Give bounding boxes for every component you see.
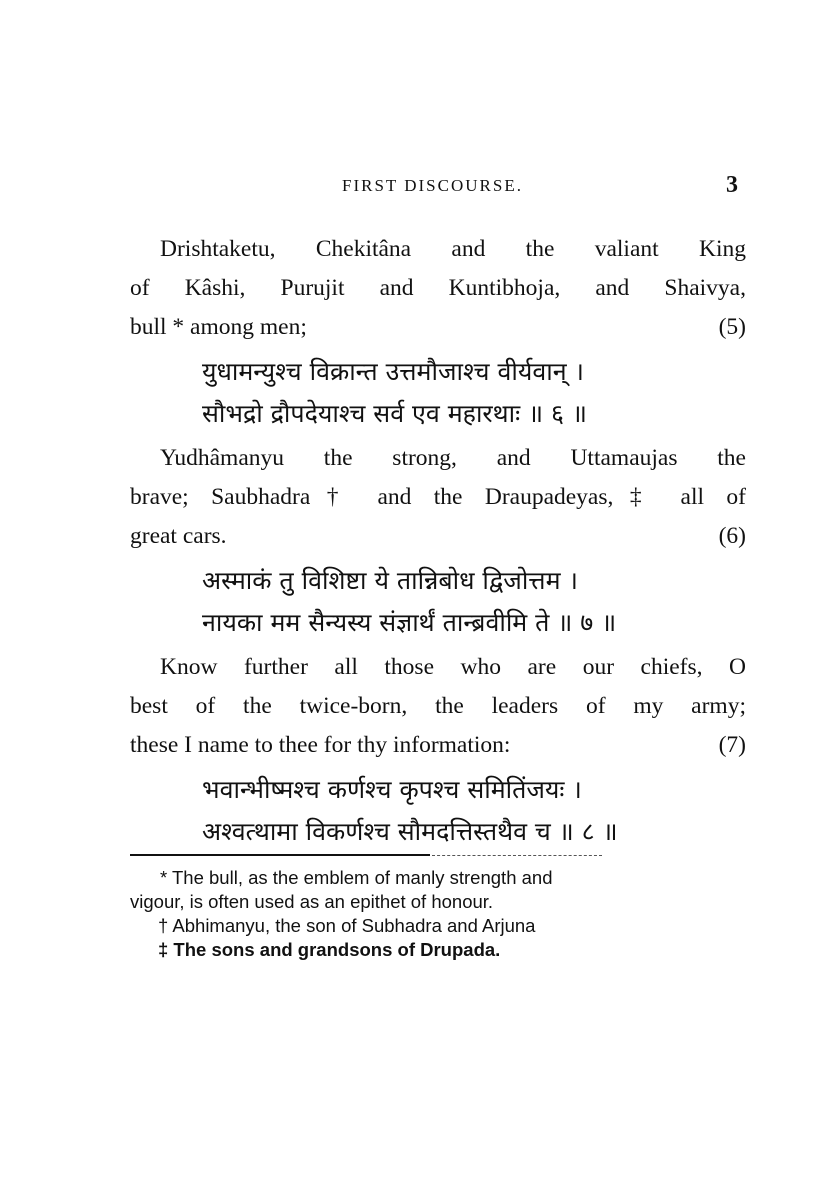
text-line: Know further all those who are our chiefs, O bbox=[160, 654, 746, 680]
page-body bbox=[130, 228, 746, 857]
text-line: bull * among men; bbox=[130, 314, 307, 340]
text-line-with-number bbox=[130, 517, 746, 556]
footnote-rule-extension bbox=[432, 855, 602, 856]
footnote-2: † Abhimanyu, the son of Subhadra and Arjuna bbox=[158, 915, 536, 936]
text-line-with-number bbox=[130, 726, 746, 765]
text-line: of Kâshi, Purujit and Kuntibhoja, and Shaivya, bbox=[130, 275, 746, 301]
verse-number: (5) bbox=[718, 314, 746, 340]
text-line-with-number bbox=[130, 308, 746, 347]
footnote-1: * The bull, as the emblem of manly strength and bbox=[160, 867, 553, 888]
verse-6-translation bbox=[130, 439, 746, 556]
footnote-rule bbox=[130, 854, 430, 856]
verse-7-translation bbox=[130, 648, 746, 765]
verse-8-sanskrit bbox=[130, 769, 746, 853]
verse-6-sanskrit bbox=[130, 351, 746, 435]
running-head: FIRST DISCOURSE. bbox=[342, 176, 523, 195]
text-line: these I name to thee for thy information: bbox=[130, 732, 511, 758]
page-number: 3 bbox=[726, 172, 738, 198]
sanskrit-line: नायका मम सैन्यस्य संज्ञार्थं तान्ब्रवीमि ते ॥ ७ ॥ bbox=[202, 608, 617, 637]
verse-7-sanskrit bbox=[130, 560, 746, 644]
verse-number: (7) bbox=[718, 732, 746, 758]
sanskrit-line: भवान्भीष्मश्च कर्णश्च कृपश्च समितिंजयः । bbox=[202, 775, 582, 804]
verse-5-translation bbox=[130, 230, 746, 347]
sanskrit-line: युधामन्युश्च विक्रान्त उत्तमौजाश्च वीर्यवान् । bbox=[202, 357, 584, 386]
text-line: great cars. bbox=[130, 523, 227, 549]
sanskrit-line: अस्माकं तु विशिष्टा ये तान्निबोध द्विजोत्तम । bbox=[202, 566, 578, 595]
sanskrit-line: सौभद्रो द्रौपदेयाश्च सर्व एव महारथाः ॥ ६ ॥ bbox=[202, 399, 587, 428]
page-header bbox=[130, 174, 740, 198]
footnotes bbox=[130, 866, 750, 962]
text-line: Yudhâmanyu the strong, and Uttamaujas the bbox=[160, 445, 746, 471]
footnote-3: ‡ The sons and grandsons of Drupada. bbox=[158, 939, 501, 960]
text-line: brave; Saubhadra† and the Draupadeyas,‡ all of bbox=[130, 484, 746, 510]
text-line: best of the twice-born, the leaders of my army; bbox=[130, 693, 746, 719]
sanskrit-line: अश्वत्थामा विकर्णश्च सौमदत्तिस्तथैव च ॥ ८ ॥ bbox=[202, 817, 618, 846]
text-line: Drishtaketu, Chekitâna and the valiant King bbox=[160, 236, 746, 262]
footnote-1-continued: vigour, is often used as an epithet of honour. bbox=[130, 891, 494, 912]
verse-number: (6) bbox=[718, 523, 746, 549]
